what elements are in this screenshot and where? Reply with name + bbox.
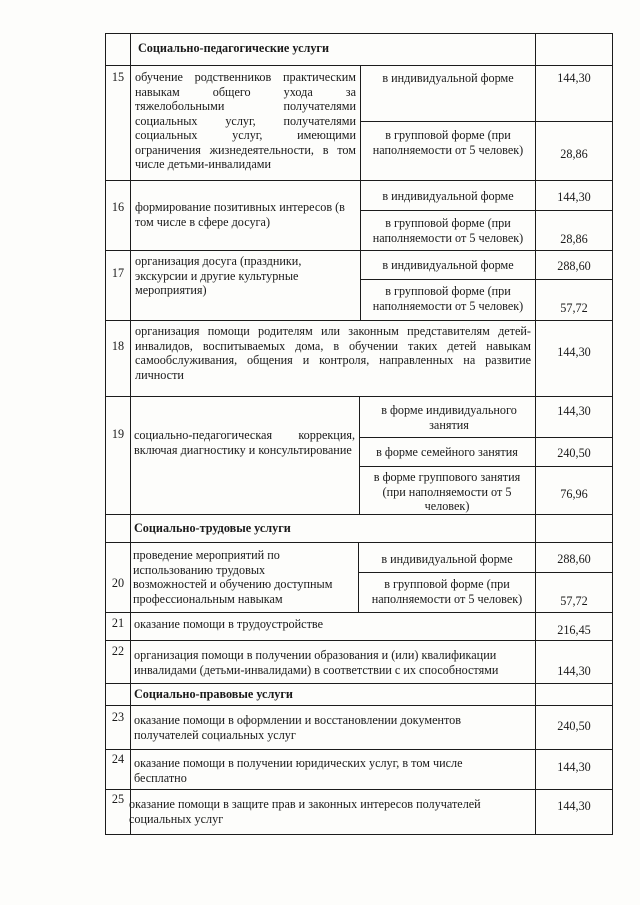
- form-group-20: в групповой форме (при наполняемости от 5 человек): [371, 577, 523, 606]
- price-19-group: 76,96: [560, 487, 588, 501]
- service-description-16: формирование позитивных интересов (в том числе в сфере досуга): [135, 200, 345, 229]
- row-number-18: 18: [111, 339, 125, 353]
- desc-15-line: обучение родственников практическим навыкам общего ухода за тяжелобольными получателями социальных услуг, получателями социальных услуг, имеющими ограничения жизнедеятельности, в том числе детьми-инвалидами: [135, 70, 356, 171]
- section-header-legal: Социально-правовые услуги: [134, 687, 293, 701]
- row-number-16: 16: [111, 200, 125, 214]
- service-description-15: [135, 70, 356, 172]
- form-individual-lesson-19: в форме индивидуального занятия: [381, 403, 517, 432]
- form-group-17: в групповой форме (при наполняемости от 5 человек): [372, 284, 524, 313]
- row-number-17: 17: [111, 266, 125, 280]
- price-20-group: 57,72: [560, 594, 588, 608]
- service-description-20: проведение мероприятий по использованию трудовых возможностей и обучению доступным профессиональным навыкам: [133, 548, 333, 606]
- form-individual-17: в индивидуальной форме: [382, 258, 514, 272]
- section-header-labor: Социально-трудовые услуги: [134, 521, 291, 535]
- row-number-24: 24: [111, 752, 125, 766]
- price-15-individual: 144,30: [557, 71, 591, 85]
- form-individual-15: в индивидуальной форме: [382, 71, 514, 85]
- price-23: 240,50: [557, 719, 591, 733]
- price-19-family: 240,50: [557, 446, 591, 460]
- price-20-individual: 288,60: [557, 552, 591, 566]
- form-family-lesson-19: в форме семейного занятия: [376, 445, 518, 459]
- price-16-group: 28,86: [560, 232, 588, 246]
- form-individual-16: в индивидуальной форме: [382, 189, 514, 203]
- price-25: 144,30: [557, 799, 591, 813]
- row-number-20: 20: [111, 576, 125, 590]
- form-group-15: в групповой форме (при наполняемости от 5 человек): [372, 128, 524, 157]
- row-number-15: 15: [111, 70, 125, 84]
- service-description-22: организация помощи в получении образования и (или) квалификации инвалидами (детьми-инвалидами) в соответствии с их способностями: [134, 648, 499, 677]
- price-16-individual: 144,30: [557, 190, 591, 204]
- price-19-individual: 144,30: [557, 404, 591, 418]
- service-description-25: оказание помощи в защите прав и законных интересов получателей социальных услуг: [129, 797, 481, 826]
- service-description-21: оказание помощи в трудоустройстве: [134, 617, 323, 631]
- service-description-18: организация помощи родителям или законным представителям детей-инвалидов, воспитываемых дома, в обучении таких детей навыкам самообслуживания, общения и контроля, направленных на развитие личности: [135, 324, 531, 382]
- form-group-lesson-19: в форме группового занятия (при наполняемости от 5 человек): [373, 470, 521, 513]
- row-number-19: 19: [111, 427, 125, 441]
- form-group-16: в групповой форме (при наполняемости от 5 человек): [372, 216, 524, 245]
- price-24: 144,30: [557, 760, 591, 774]
- row-number-22: 22: [111, 644, 125, 658]
- price-15-group: 28,86: [560, 147, 588, 161]
- price-21: 216,45: [557, 623, 591, 637]
- price-17-individual: 288,60: [557, 259, 591, 273]
- section-header-pedagogical: Социально-педагогические услуги: [138, 41, 329, 55]
- service-description-19: социально-педагогическая коррекция, включая диагностику и консультирование: [134, 428, 355, 457]
- service-description-24: оказание помощи в получении юридических услуг, в том числе бесплатно: [134, 756, 463, 785]
- price-18: 144,30: [557, 345, 591, 359]
- row-number-21: 21: [111, 616, 125, 630]
- service-description-23: оказание помощи в оформлении и восстановлении документов получателей социальных услуг: [134, 713, 462, 742]
- service-description-17: организация досуга (праздники, экскурсии и другие культурные мероприятия): [135, 254, 302, 297]
- row-number-25: 25: [111, 792, 125, 806]
- price-22: 144,30: [557, 664, 591, 678]
- row-number-23: 23: [111, 710, 125, 724]
- form-individual-20: в индивидуальной форме: [381, 552, 513, 566]
- price-17-group: 57,72: [560, 301, 588, 315]
